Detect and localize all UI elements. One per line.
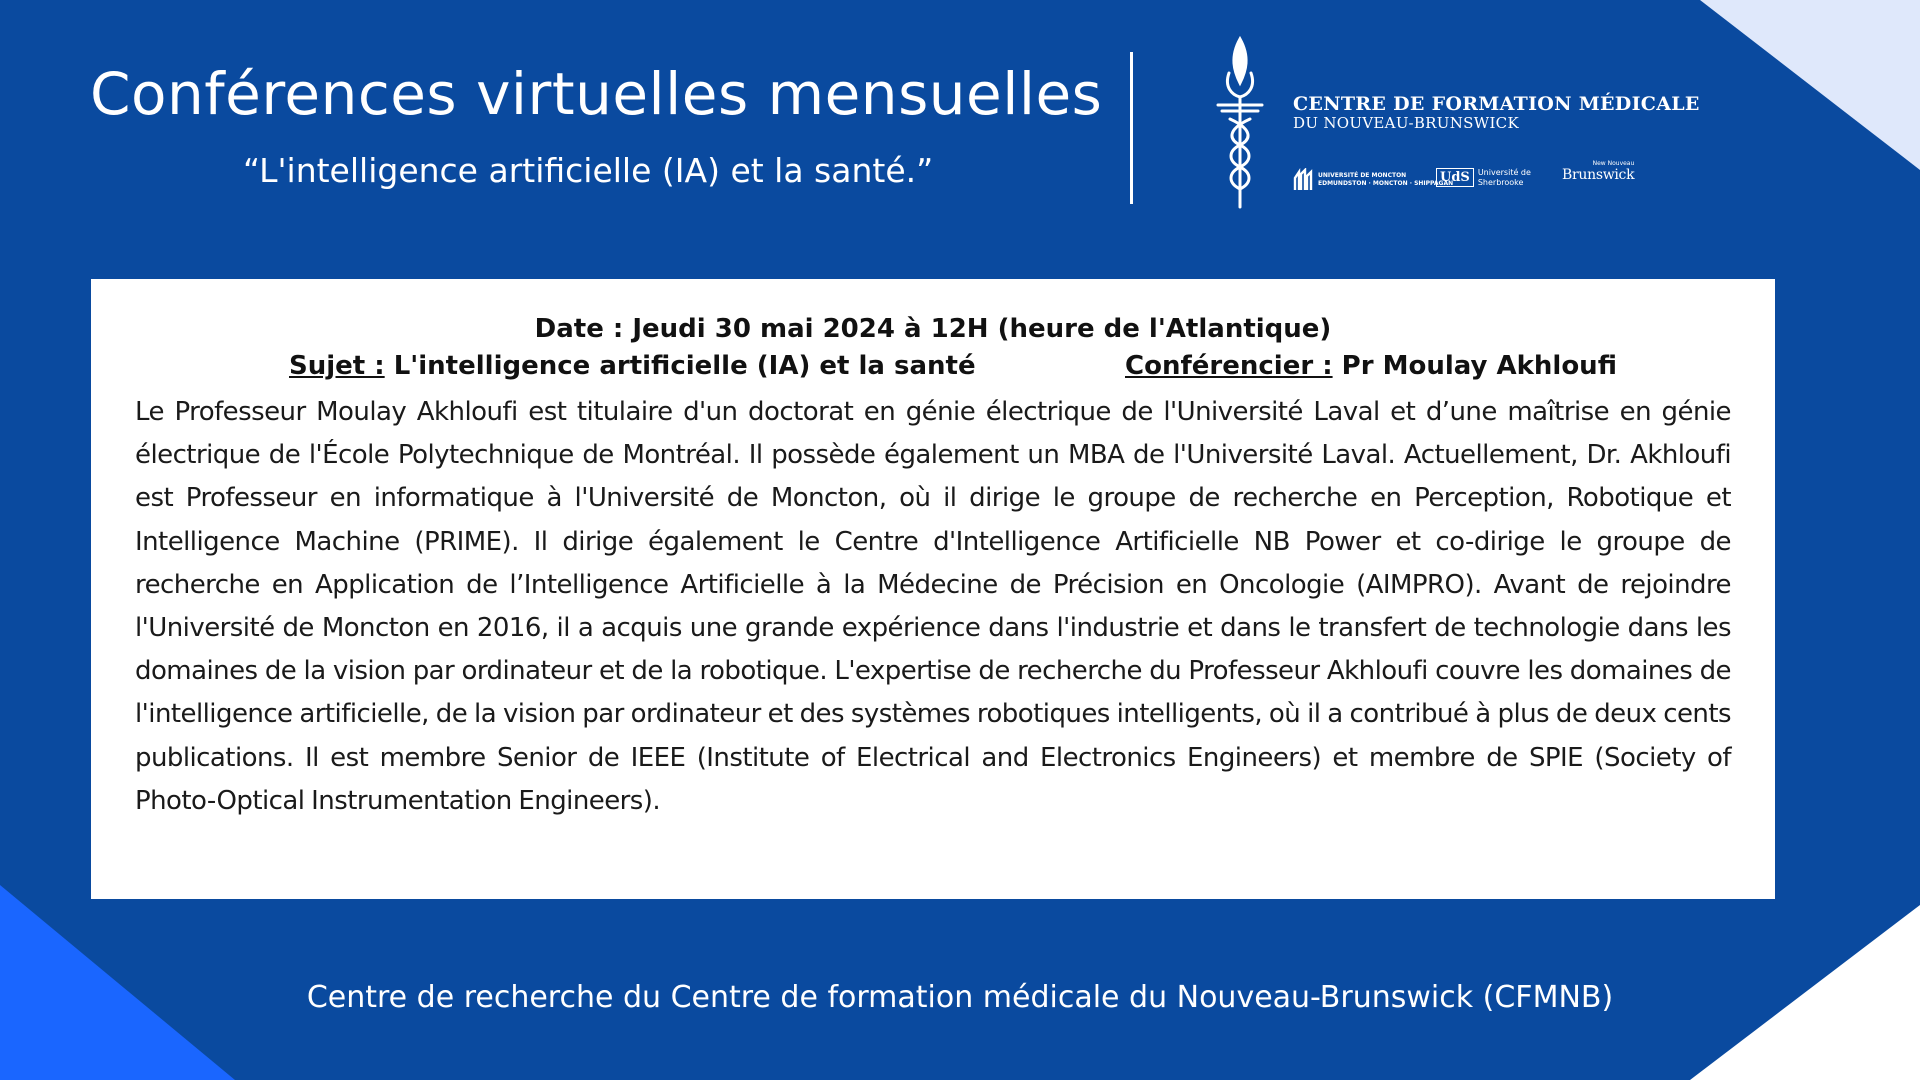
- partner-logo-new-brunswick: [1562, 160, 1634, 183]
- speaker-group: [1125, 347, 1617, 385]
- subject-value: L'intelligence artificielle (IA) et la santé: [393, 351, 976, 381]
- page-title: Conférences virtuelles mensuelles: [90, 60, 1103, 128]
- speaker-value: Pr Moulay Akhloufi: [1341, 351, 1617, 381]
- partner-logo-moncton: [1293, 168, 1453, 192]
- subject-group: [289, 347, 976, 385]
- footer-text: Centre de recherche du Centre de formation médicale du Nouveau-Brunswick (CFMNB): [306, 980, 1614, 1015]
- torch-caduceus-icon: [1212, 35, 1268, 213]
- centre-name: CENTRE DE FORMATION MÉDICALE: [1293, 93, 1700, 115]
- speaker-bio: Le Professeur Moulay Akhloufi est titulaire d'un doctorat en génie électrique de l'Université Laval et d’une maîtrise en génie électrique de l'École Polytechnique de Montréal. Il possède également un MBA de l'Université Laval. Actuellement, Dr. Akhloufi est Professeur en informatique à l'Université de Moncton, où il dirige le groupe de recherche en Perception, Robotique et Intelligence Machine (PRIME). Il dirige également le Centre d'Intelligence Artificielle NB Power et co-dirige le groupe de recherche en Application de l’Intelligence Artificielle à la Médecine de Précision en Oncologie (AIMPRO). Avant de rejoindre l'Université de Moncton en 2016, il a acquis une grande expérience dans l'industrie et dans le transfert de technologie dans les domaines de la vision par ordinateur et de la robotique. L'expertise de recherche du Professeur Akhloufi couvre les domaines de l'intelligence artificielle, de la vision par ordinateur et des systèmes robotiques intelligents, où il a contribué à plus de deux cents publications. Il est membre Senior de IEEE (Institute of Electrical and Electronics Engineers) et membre de SPIE (Society of Photo-Optical Instrumentation Engineers).: [135, 397, 1731, 816]
- header-divider: [1130, 52, 1133, 204]
- sherbrooke-mark: UdS: [1436, 168, 1474, 187]
- event-card: [91, 279, 1775, 899]
- subject-label: Sujet :: [289, 351, 385, 381]
- partner-logo-sherbrooke: [1436, 168, 1531, 187]
- sherbrooke-line1: Université de: [1477, 168, 1531, 177]
- speaker-label: Conférencier :: [1125, 351, 1333, 381]
- sherbrooke-line2: Sherbrooke: [1477, 177, 1524, 187]
- event-subject-row: [135, 347, 1731, 391]
- event-date: Date : Jeudi 30 mai 2024 à 12H (heure de l'Atlantique): [534, 314, 1332, 344]
- page-subtitle: “L'intelligence artificielle (IA) et la santé.”: [243, 151, 934, 190]
- centre-subname: DU NOUVEAU-BRUNSWICK: [1293, 114, 1519, 132]
- moncton-campuses: EDMUNDSTON · MONCTON · SHIPPAGAN: [1318, 180, 1454, 187]
- nb-wordmark: Brunswick: [1562, 167, 1635, 183]
- university-moncton-logo: [1293, 168, 1313, 192]
- corner-decoration-top-right: [1700, 0, 1920, 170]
- moncton-name: UNIVERSITÉ DE MONCTON: [1318, 172, 1407, 180]
- nb-small-text: New Nouveau: [1592, 160, 1635, 167]
